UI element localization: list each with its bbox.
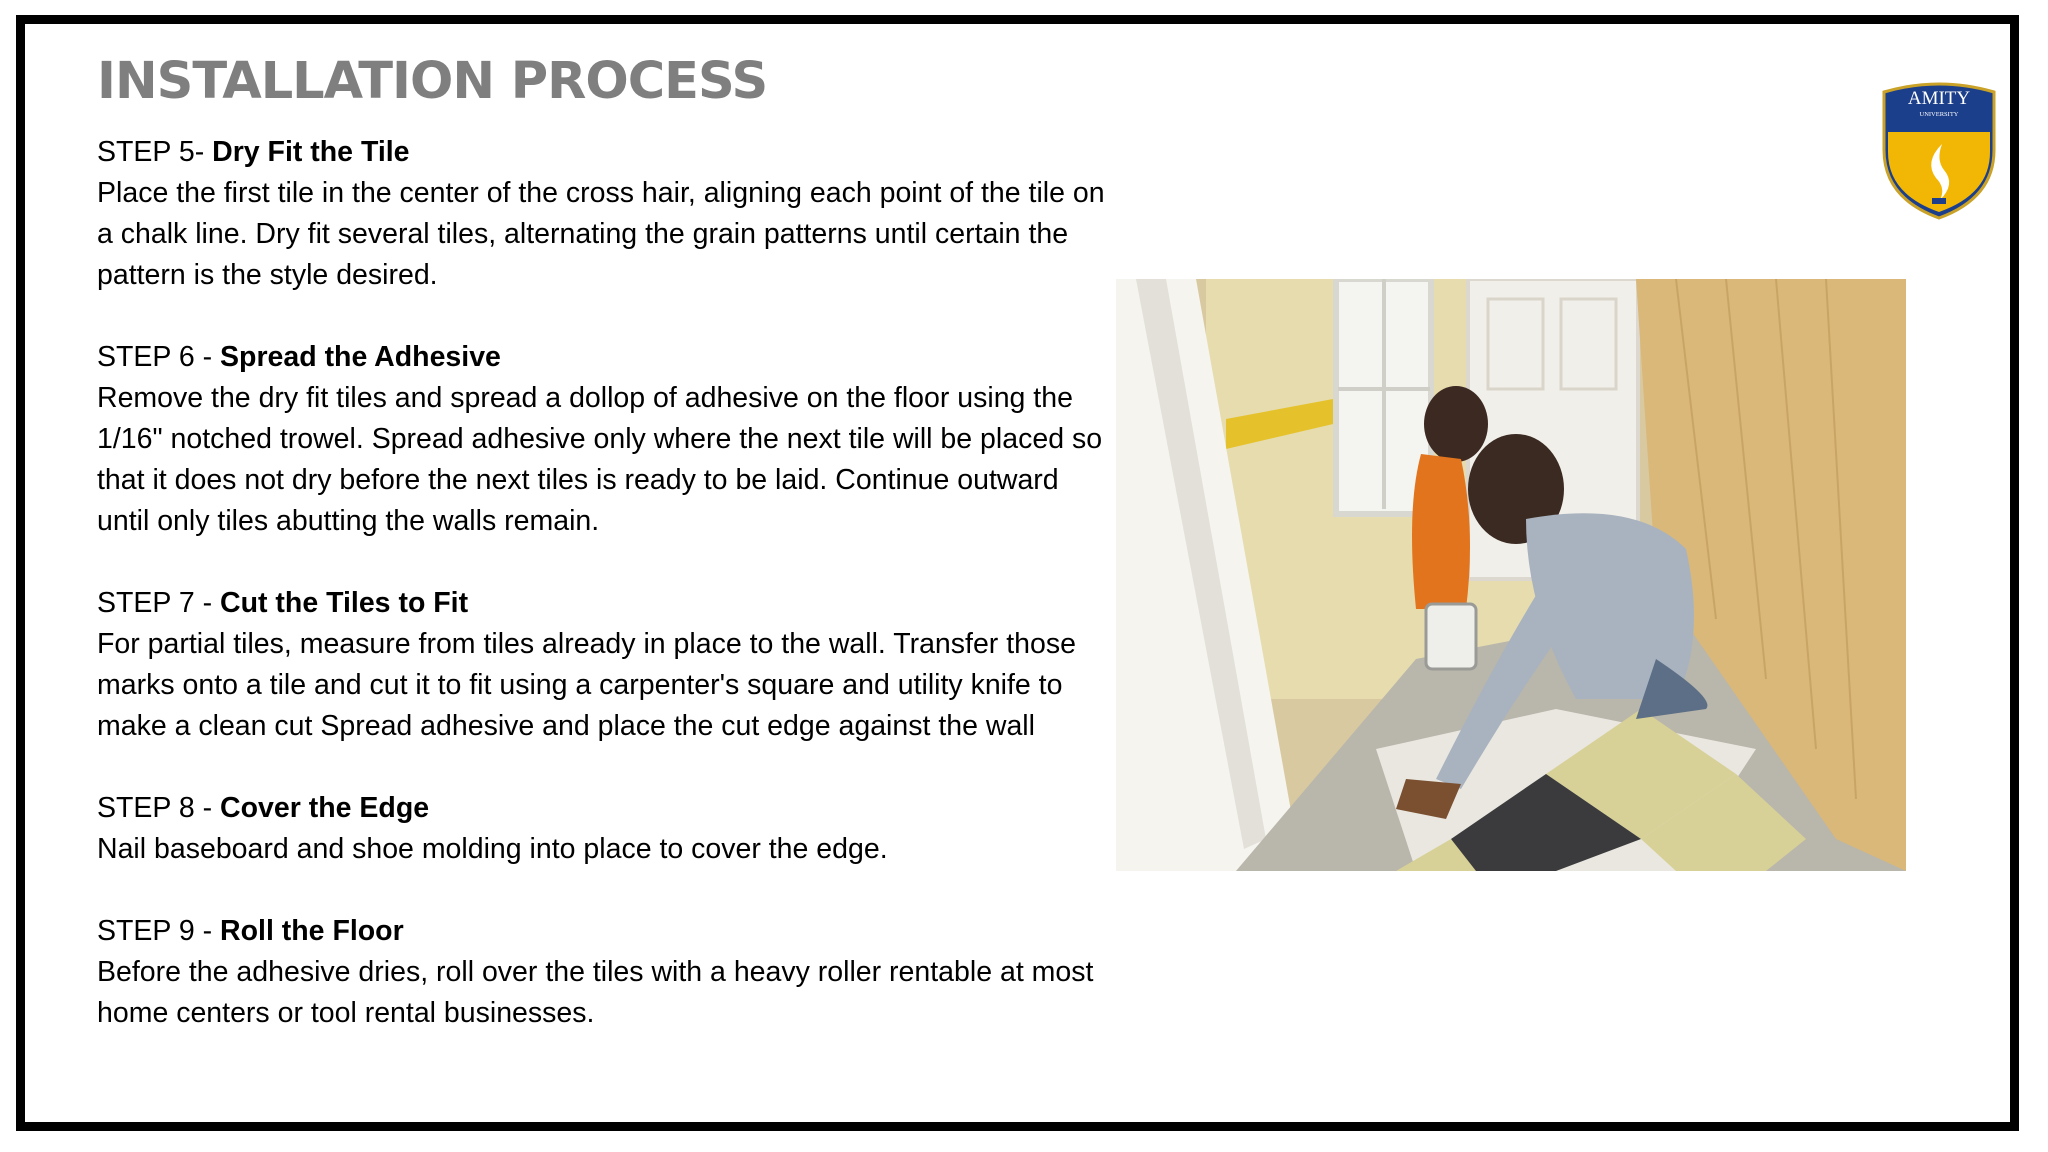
step-heading (97, 132, 1107, 173)
step-label: STEP 5- (97, 136, 213, 168)
amity-logo (1880, 80, 1998, 220)
steps-list (97, 132, 1107, 1075)
person-woman-head (1424, 386, 1488, 462)
logo-subtext: UNIVERSITY (1919, 111, 1959, 118)
tile-installation-photo (1116, 279, 1906, 871)
step-heading (97, 583, 1107, 624)
step-name: Spread the Adhesive (220, 341, 501, 373)
step-heading (97, 337, 1107, 378)
step-heading (97, 788, 1107, 829)
step-9 (97, 911, 1107, 1034)
person-woman-body (1412, 454, 1470, 609)
adhesive-bucket (1426, 604, 1476, 669)
step-name: Cover the Edge (220, 792, 430, 824)
step-heading (97, 911, 1107, 952)
step-name: Roll the Floor (220, 915, 404, 947)
step-label: STEP 8 - (97, 792, 221, 824)
step-label: STEP 7 - (97, 587, 221, 619)
step-name: Dry Fit the Tile (212, 136, 410, 168)
step-5 (97, 132, 1107, 296)
step-label: STEP 6 - (97, 341, 221, 373)
step-name: Cut the Tiles to Fit (220, 587, 469, 619)
slide-title: INSTALLATION PROCESS (97, 52, 768, 111)
step-body: Nail baseboard and shoe molding into place to cover the edge. (97, 833, 888, 865)
step-body: Before the adhesive dries, roll over the tiles with a heavy roller rentable at most home centers or tool rental businesses. (97, 956, 1094, 1029)
slide (16, 15, 2019, 1131)
step-7 (97, 583, 1107, 747)
step-8 (97, 788, 1107, 870)
step-6 (97, 337, 1107, 542)
step-body: Place the first tile in the center of the cross hair, aligning each point of the tile on a chalk line. Dry fit several tiles, alternating the grain patterns until certain the pattern is the style desired. (97, 177, 1105, 291)
step-body: For partial tiles, measure from tiles already in place to the wall. Transfer those marks onto a tile and cut it to fit using a carpenter's square and utility knife to make a clean cut Spread adhesive and place the cut edge against the wall (97, 628, 1076, 742)
step-body: Remove the dry fit tiles and spread a dollop of adhesive on the floor using the 1/16" notched trowel. Spread adhesive only where the next tile will be placed so that it does not dry before the next tiles is ready to be laid. Continue outward until only tiles abutting the walls remain. (97, 382, 1103, 537)
step-label: STEP 9 - (97, 915, 221, 947)
logo-text: AMITY (1907, 88, 1971, 109)
torch-base-icon (1932, 198, 1946, 204)
